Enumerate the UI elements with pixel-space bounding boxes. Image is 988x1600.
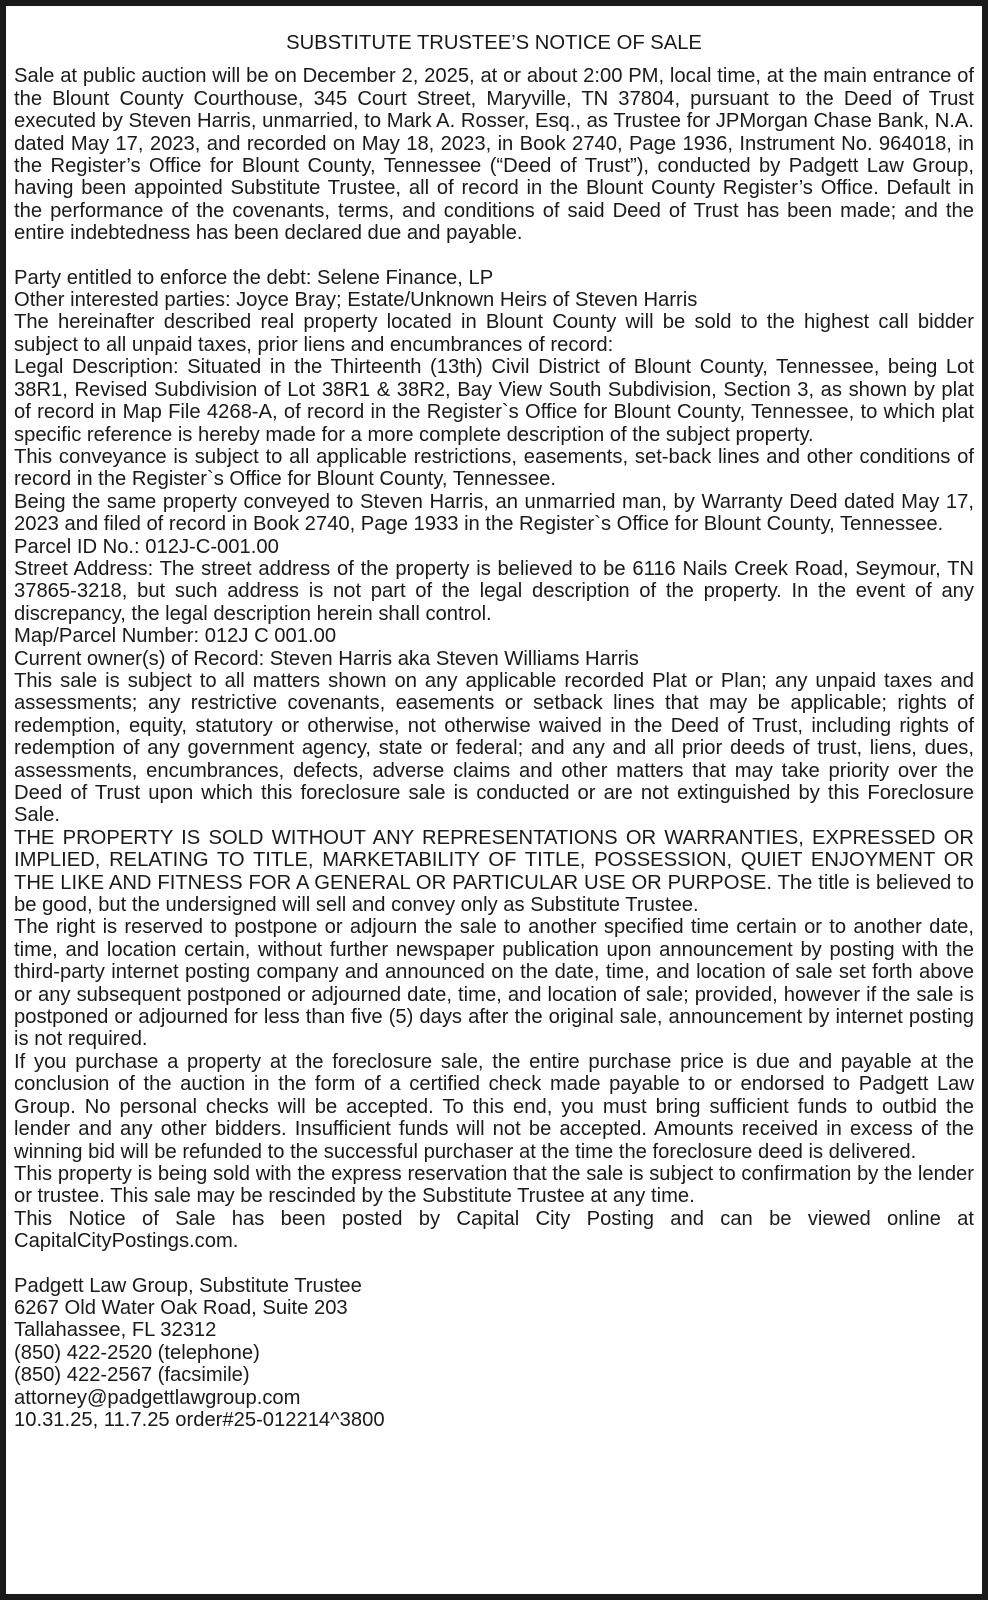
- signature-block: [14, 1275, 974, 1432]
- notice-title: SUBSTITUTE TRUSTEE’S NOTICE OF SALE: [286, 32, 702, 54]
- signature-street: 6267 Old Water Oak Road, Suite 203: [14, 1296, 348, 1319]
- reservation-statement: This property is being sold with the express reservation that the sale is subject to confirmation by the lender or trustee. This sale may be rescinded by the Substitute Trustee at any time.: [14, 1162, 974, 1208]
- subject-matters: This sale is subject to all matters shown on any applicable recorded Plat or Plan; any unpaid taxes and assessments; any restrictive covenants, easements or setback lines that may be applicable; rights of redemption, equity, statutory or otherwise, not otherwise waived in the Deed of Trust, including rights of redemption of any government agency, state or federal; and any and all prior deeds of trust, liens, dues, assessments, encumbrances, defects, adverse claims and other matters that may take priority over the Deed of Trust upon which this foreclosure sale is conducted or are not extinguished by this Foreclosure Sale.: [14, 669, 974, 827]
- paragraph-gap: [14, 245, 974, 267]
- signature-city: Tallahassee, FL 32312: [14, 1319, 217, 1342]
- postpone-statement: The right is reserved to postpone or adjourn the sale to another specified time certain or to another date, time, and location certain, without further newspaper publication upon announcement by posting with the third-party internet posting company and announced on the date, time, and location of sale set forth above or any subsequent postponed or adjourned date, time, and location of sale; provided, however if the sale is postponed or adjourned for less than five (5) days after the original sale, announcement by internet posting is not required.: [14, 916, 974, 1051]
- parcel-id: Parcel ID No.: 012J-C-001.00: [14, 535, 279, 558]
- other-interested-parties: Other interested parties: Joyce Bray; Estate/Unknown Heirs of Steven Harris: [14, 289, 698, 312]
- legal-description: Legal Description: Situated in the Thirteenth (13th) Civil District of Blount County, Tennessee, being Lot 38R1, Revised Subdivision of Lot 38R1 & 38R2, Bay View South Subdivision, Section 3, as shown by plat of record in Map File 4268-A, of record in the Register`s Office for Blount County, Tennessee, to which plat specific reference is hereby made for a more complete description of the subject property.: [14, 356, 974, 446]
- warranties-disclaimer: THE PROPERTY IS SOLD WITHOUT ANY REPRESENTATIONS OR WARRANTIES, EXPRESSED OR IMPLIED, RELATING TO TITLE, MARKETABILITY OF TITLE, POSSESSION, QUIET ENJOYMENT OR THE LIKE AND FITNESS FOR A GENERAL OR PARTICULAR USE OR PURPOSE. The title is believed to be good, but the undersigned will sell and convey only as Substitute Trustee.: [14, 826, 974, 917]
- signature-firm: Padgett Law Group, Substitute Trustee: [14, 1274, 362, 1297]
- signature-fax: (850) 422-2567 (facsimile): [14, 1364, 250, 1387]
- property-sold-statement: The hereinafter described real property located in Blount County will be sold to the highest call bidder subject to all unpaid taxes, prior liens and encumbrances of record:: [14, 311, 974, 356]
- signature-order: 10.31.25, 11.7.25 order#25-012214^3800: [14, 1408, 385, 1431]
- current-owner: Current owner(s) of Record: Steven Harris aka Steven Williams Harris: [14, 647, 639, 670]
- paragraph-gap: [14, 1253, 974, 1275]
- signature-telephone: (850) 422-2520 (telephone): [14, 1341, 260, 1364]
- conveyance-statement: This conveyance is subject to all applicable restrictions, easements, set-back lines and other conditions of record in the Register`s Office for Blount County, Tennessee.: [14, 445, 974, 491]
- party-entitled: Party entitled to enforce the debt: Selene Finance, LP: [14, 266, 494, 289]
- street-address: Street Address: The street address of the property is believed to be 6116 Nails Creek Road, Seymour, TN 37865-3218, but such address is not part of the legal description of the property. In the event of any discrepancy, the legal description herein shall control.: [14, 557, 974, 625]
- purchase-terms: If you purchase a property at the foreclosure sale, the entire purchase price is due and payable at the conclusion of the auction in the form of a certified check made payable to or endorsed to Padgett Law Group. No personal checks will be accepted. To this end, you must bring sufficient funds to outbid the lender and any other bidders. Insufficient funds will not be accepted. Amounts received in excess of the winning bid will be refunded to the successful purchaser at the time the foreclosure deed is delivered.: [14, 1050, 974, 1163]
- map-parcel-number: Map/Parcel Number: 012J C 001.00: [14, 625, 337, 648]
- intro-paragraph: Sale at public auction will be on December 2, 2025, at or about 2:00 PM, local time, at the main entrance of the Blount County Courthouse, 345 Court Street, Maryville, TN 37804, pursuant to the Deed of Trust executed by Steven Harris, unmarried, to Mark A. Rosser, Esq., as Trustee for JPMorgan Chase Bank, N.A. dated May 17, 2023, and recorded on May 18, 2023, in Book 2740, Page 1936, Instrument No. 964018, in the Register’s Office for Blount County, Tennessee (“Deed of Trust”), conducted by Padgett Law Group, having been appointed Substitute Trustee, all of record in the Blount County Register’s Office. Default in the performance of the covenants, terms, and conditions of said Deed of Trust has been made; and the entire indebtedness has been declared due and payable.: [14, 65, 974, 245]
- same-property-statement: Being the same property conveyed to Steven Harris, an unmarried man, by Warranty Deed dated May 17, 2023 and filed of record in Book 2740, Page 1933 in the Register`s Office for Blount County, Tennessee.: [14, 490, 974, 536]
- posting-statement: This Notice of Sale has been posted by Capital City Posting and can be viewed online at CapitalCityPostings.com.: [14, 1207, 974, 1253]
- signature-email: attorney@padgettlawgroup.com: [14, 1386, 301, 1409]
